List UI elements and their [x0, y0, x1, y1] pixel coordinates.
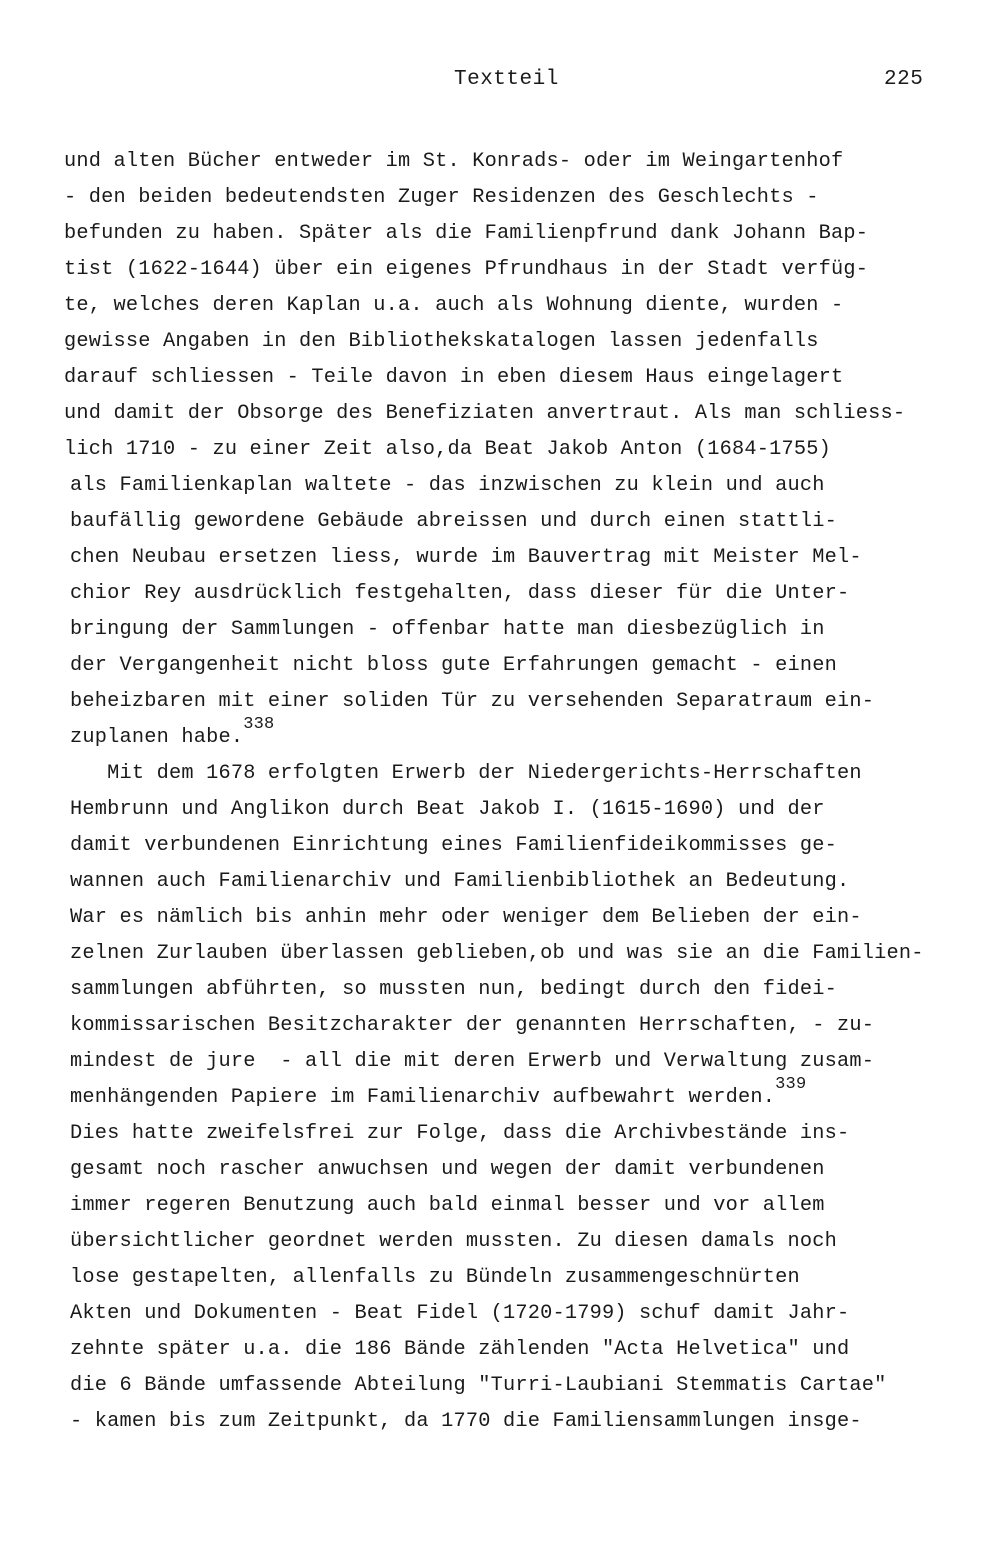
text-line [64, 1044, 964, 1080]
text-line [64, 396, 964, 432]
text-line-content: sammlungen abführten, so mussten nun, bedingt durch den fidei- [70, 978, 837, 1001]
text-line [64, 828, 964, 864]
text-line-content: baufällig gewordene Gebäude abreissen und durch einen stattli- [70, 510, 837, 533]
text-line-content: zelnen Zurlauben überlassen geblieben,ob und was sie an die Familien- [70, 942, 924, 965]
text-line-content: kommissarischen Besitzcharakter der genannten Herrschaften, - zu- [70, 1014, 875, 1037]
text-line-content: zehnte später u.a. die 186 Bände zählenden "Acta Helvetica" und [70, 1338, 850, 1361]
text-line [64, 1296, 964, 1332]
text-line [64, 576, 964, 612]
text-line [64, 1368, 964, 1404]
text-line [64, 792, 964, 828]
text-line [64, 1152, 964, 1188]
text-line-content: tist (1622-1644) über ein eigenes Pfrundhaus in der Stadt verfüg- [64, 258, 869, 281]
text-line [64, 1404, 964, 1440]
text-line [64, 1224, 964, 1260]
text-line-content: War es nämlich bis anhin mehr oder weniger dem Belieben der ein- [70, 906, 862, 929]
text-line-content: beheizbaren mit einer soliden Tür zu versehenden Separatraum ein- [70, 690, 875, 713]
text-line-content: übersichtlicher geordnet werden mussten. Zu diesen damals noch [70, 1230, 837, 1253]
running-header-title: Textteil [454, 68, 559, 91]
text-line-content: als Familienkaplan waltete - das inzwischen zu klein und auch [70, 474, 825, 497]
text-line-content: gewisse Angaben in den Bibliothekskatalogen lassen jedenfalls [64, 330, 819, 353]
text-line-content: - kamen bis zum Zeitpunkt, da 1770 die Familiensammlungen insge- [70, 1410, 862, 1433]
text-line-content: gesamt noch rascher anwuchsen und wegen der damit verbundenen [70, 1158, 825, 1181]
text-line-content: chior Rey ausdrücklich festgehalten, dass dieser für die Unter- [70, 582, 850, 605]
text-line-content: lich 1710 - zu einer Zeit also,da Beat Jakob Anton (1684-1755) [64, 438, 831, 461]
text-line [64, 1260, 964, 1296]
text-line-content: Akten und Dokumenten - Beat Fidel (1720-1799) schuf damit Jahr- [70, 1302, 850, 1325]
text-line [64, 715, 964, 756]
footnote-reference: 338 [243, 715, 275, 734]
text-line-content: die 6 Bände umfassende Abteilung "Turri-Laubiani Stemmatis Cartae" [70, 1374, 887, 1397]
text-line-content: damit verbundenen Einrichtung eines Familienfideikommisses ge- [70, 834, 837, 857]
text-line-content: te, welches deren Kaplan u.a. auch als Wohnung diente, wurden - [64, 294, 844, 317]
text-line [64, 1075, 964, 1116]
text-line [64, 756, 964, 792]
text-line-content: menhängenden Papiere im Familienarchiv aufbewahrt werden. [70, 1086, 776, 1109]
text-line [64, 1116, 964, 1152]
text-line-content: Hembrunn und Anglikon durch Beat Jakob I. (1615-1690) und der [70, 798, 825, 821]
text-line [64, 540, 964, 576]
text-line [64, 972, 964, 1008]
text-line [64, 1332, 964, 1368]
text-line [64, 468, 964, 504]
text-line-content: mindest de jure - all die mit deren Erwerb und Verwaltung zusam- [70, 1050, 875, 1073]
text-line-content: und alten Bücher entweder im St. Konrads- oder im Weingartenhof [64, 150, 844, 173]
text-line-content: darauf schliessen - Teile davon in eben diesem Haus eingelagert [64, 366, 844, 389]
text-line [64, 432, 964, 468]
text-line-content: und damit der Obsorge des Benefiziaten anvertraut. Als man schliess- [64, 402, 906, 425]
text-line-content: - den beiden bedeutendsten Zuger Residenzen des Geschlechts - [64, 186, 819, 209]
text-line [64, 324, 964, 360]
text-line-content: immer regeren Benutzung auch bald einmal besser und vor allem [70, 1194, 825, 1217]
text-line [64, 360, 964, 396]
text-line-content: zuplanen habe. [70, 726, 244, 749]
text-line-content: bringung der Sammlungen - offenbar hatte man diesbezüglich in [70, 618, 825, 641]
text-line [64, 216, 964, 252]
text-line-content: Mit dem 1678 erfolgten Erwerb der Niedergerichts-Herrschaften [70, 762, 862, 785]
page-number: 225 [884, 68, 924, 91]
text-line [64, 252, 964, 288]
text-line [64, 180, 964, 216]
text-line [64, 504, 964, 540]
body-text [64, 144, 964, 1440]
text-line [64, 936, 964, 972]
text-line-content: der Vergangenheit nicht bloss gute Erfahrungen gemacht - einen [70, 654, 837, 677]
text-line-content: Dies hatte zweifelsfrei zur Folge, dass die Archivbestände ins- [70, 1122, 850, 1145]
text-line [64, 288, 964, 324]
text-line [64, 864, 964, 900]
text-line [64, 1188, 964, 1224]
text-line [64, 612, 964, 648]
text-line-content: lose gestapelten, allenfalls zu Bündeln zusammengeschnürten [70, 1266, 800, 1289]
text-line-content: wannen auch Familienarchiv und Familienbibliothek an Bedeutung. [70, 870, 850, 893]
text-line [64, 144, 964, 180]
text-line-content: befunden zu haben. Später als die Familienpfrund dank Johann Bap- [64, 222, 869, 245]
text-line [64, 1008, 964, 1044]
text-line-content: chen Neubau ersetzen liess, wurde im Bauvertrag mit Meister Mel- [70, 546, 862, 569]
footnote-reference: 339 [775, 1075, 807, 1094]
text-line [64, 900, 964, 936]
text-line [64, 648, 964, 684]
text-line [64, 684, 964, 720]
